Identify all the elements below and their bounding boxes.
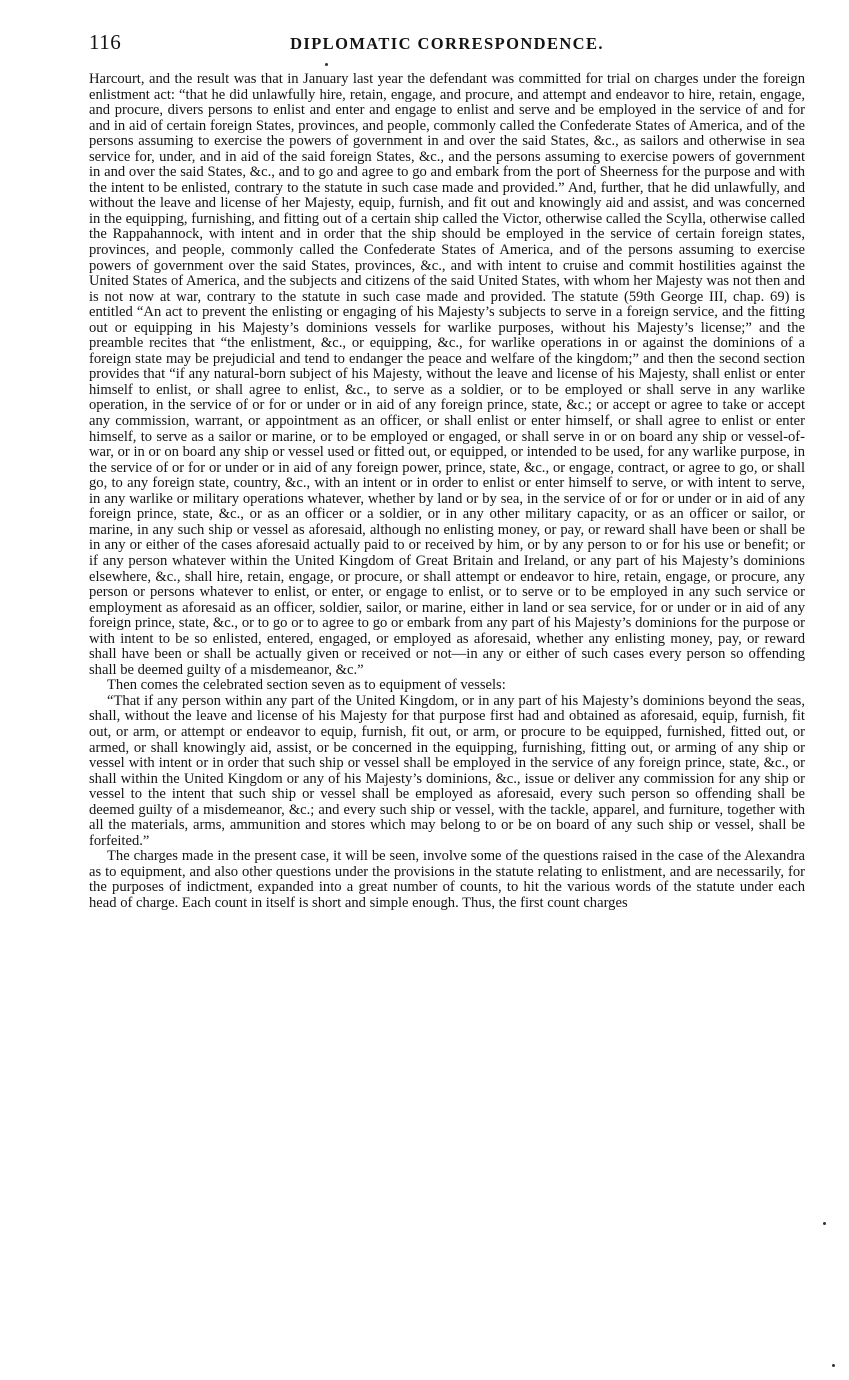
paragraph-present-case: The charges made in the present case, it will be seen, involve some of the questions raised in the case of the Alexandra as to equipment, and also other questions under the provisions in the statute relating to enlistment, and are necessarily, for the purposes of indictment, expanded into a great number of counts, to hit the various words of the statute under each head of charge. Each count in itself is short and simple enough. Thus, the first count charges [89, 848, 805, 911]
body-text [89, 72, 805, 912]
paragraph-statute-charges: Harcourt, and the result was that in January last year the defendant was committed for trial on charges under the foreign enlistment act: “that he did unlawfully hire, retain, engage, and procure, and attempt and endeavor to hire, retain, engage, and procure, divers persons to enlist and enter and engage to enlist and serve and be employed in the service of and for and in aid of certain foreign States, provinces, and people, commonly called the Confederate States of America, and of the persons assuming to exercise the powers of government in and over the said States, &c., as sailors and otherwise in sea service for, under, and in aid of the said foreign States, &c., and the persons assuming to exercise powers of government in and over the said States, &c., and to go and agree to go and embark from the port of Sheerness for the purpose and with the intent to be enlisted, contrary to the statute in such case made and provided.” And, further, that he did unlawfully, and without the leave and license of her Majesty, equip, furnish, and fit out and knowingly aid and assist, and was concerned in the equipping, furnishing, and fitting out of a certain ship called the Victor, otherwise called the Scylla, otherwise called the Rappahannock, with intent and in order that the ship should be employed in the service of certain foreign states, provinces, and people, commonly called the Confederate States of America, and of the persons assuming to exercise powers of government over the said States, provinces, &c., and with intent to cruise and commit hostilities against the United States of America, and the subjects and citizens of the said United States, with whom her Majesty was not then and is not now at war, contrary to the statute in such case made and provided. The statute (59th George III, chap. 69) is entitled “An act to prevent the enlisting or engaging of his Majesty’s subjects to serve in a foreign service, and the fitting out or equipping in his Majesty’s dominions vessels for warlike purposes, without his Majesty’s license;” and the preamble recites that “the enlistment, &c., or equipping, &c., for warlike operations in or against the dominions of a foreign state may be prejudicial and tend to endanger the peace and welfare of the kingdom;” and then the second section provides that “if any natural-born subject of his Majesty, without the leave and license of his Majesty, shall enlist or enter himself to enlist, or shall agree to enlist, &c., to serve as a soldier, or to be employed or shall serve in any warlike operation, in the service of or for or under or in aid of any foreign prince, state, &c.; or accept or agree to take or accept any commission, warrant, or appointment as an officer, or shall enlist or enter himself, or shall agree to enlist or enter himself, to serve as a sailor or marine, or to be employed or engaged, or shall serve in or on board any ship or vessel-of-war, or in or on board any ship or vessel used or fitted out, or equipped, or intended to be used, for any warlike purpose, in the service of or for or under or in aid of any foreign power, prince, state, &c., or engage, contract, or agree to go, or shall go, to any foreign state, country, &c., with an intent or in order to enlist or enter himself to serve, or with intent to serve, in any warlike or military operations whatever, whether by land or by sea, in the service of or for or under or in aid of any foreign prince, state, &c., or as an officer or a soldier, or in any other military capacity, or as an officer or sailor, or marine, in any such ship or vessel as aforesaid, although no enlisting money, or pay, or reward shall have been or shall be in any or either of the cases aforesaid actually paid to or received by him, or by any person to or for his use or benefit; or if any person whatever within the United Kingdom of Great Britain and Ireland, or any part of his Majesty’s dominions elsewhere, &c., shall hire, retain, engage, or procure, or shall attempt or endeavor to hire, retain, engage, or procure, any person or persons whatever to enlist, or enter, or engage to enlist, or to serve or to be employed in any such service or employment as aforesaid as an officer, soldier, sailor, or marine, either in land or sea service, for or under or in aid of any foreign prince, state, &c., or to go or to agree to go or embark from any part of his Majesty’s dominions for the purpose or with intent to be so enlisted, entered, engaged, or employed as aforesaid, whether any enlisting money, pay, or reward shall have been or shall be actually given or received or not—in any or either of such cases every person so offending shall be deemed guilty of a misdemeanor, &c.” [89, 71, 805, 678]
page-header [89, 30, 805, 60]
paragraph-section-seven-intro: Then comes the celebrated section seven as to equipment of vessels: [107, 677, 506, 694]
print-speck [325, 63, 328, 66]
print-speck [832, 1364, 835, 1367]
document-page [89, 30, 805, 912]
paragraph-section-seven-quote: “That if any person within any part of the United Kingdom, or in any part of his Majesty’s dominions beyond the seas, shall, without the leave and license of his Majesty for that purpose first had and obtained as aforesaid, equip, furnish, fit out, or arm, or attempt or endeavor to equip, furnish, fit out, or arm, or procure to be equipped, furnished, fitted out, or armed, or shall knowingly aid, assist, or be concerned in the equipping, furnishing, fitting out, or arming of any ship or vessel with intent or in order that such ship or vessel shall be employed in the service of any foreign prince, state, &c., or shall within the United Kingdom or any of his Majesty’s dominions, &c., issue or deliver any commission for any ship or vessel to the intent that such ship or vessel shall be employed as aforesaid, every such person so offending shall be deemed guilty of a misdemeanor, &c.; and every such ship or vessel, with the tackle, apparel, and furniture, together with all the materials, arms, ammunition and stores which may belong to or be on board of any such ship or vessel, shall be forfeited.” [89, 692, 805, 849]
running-title: DIPLOMATIC CORRESPONDENCE. [290, 34, 604, 53]
page-number: 116 [89, 30, 122, 54]
print-speck [823, 1222, 826, 1225]
